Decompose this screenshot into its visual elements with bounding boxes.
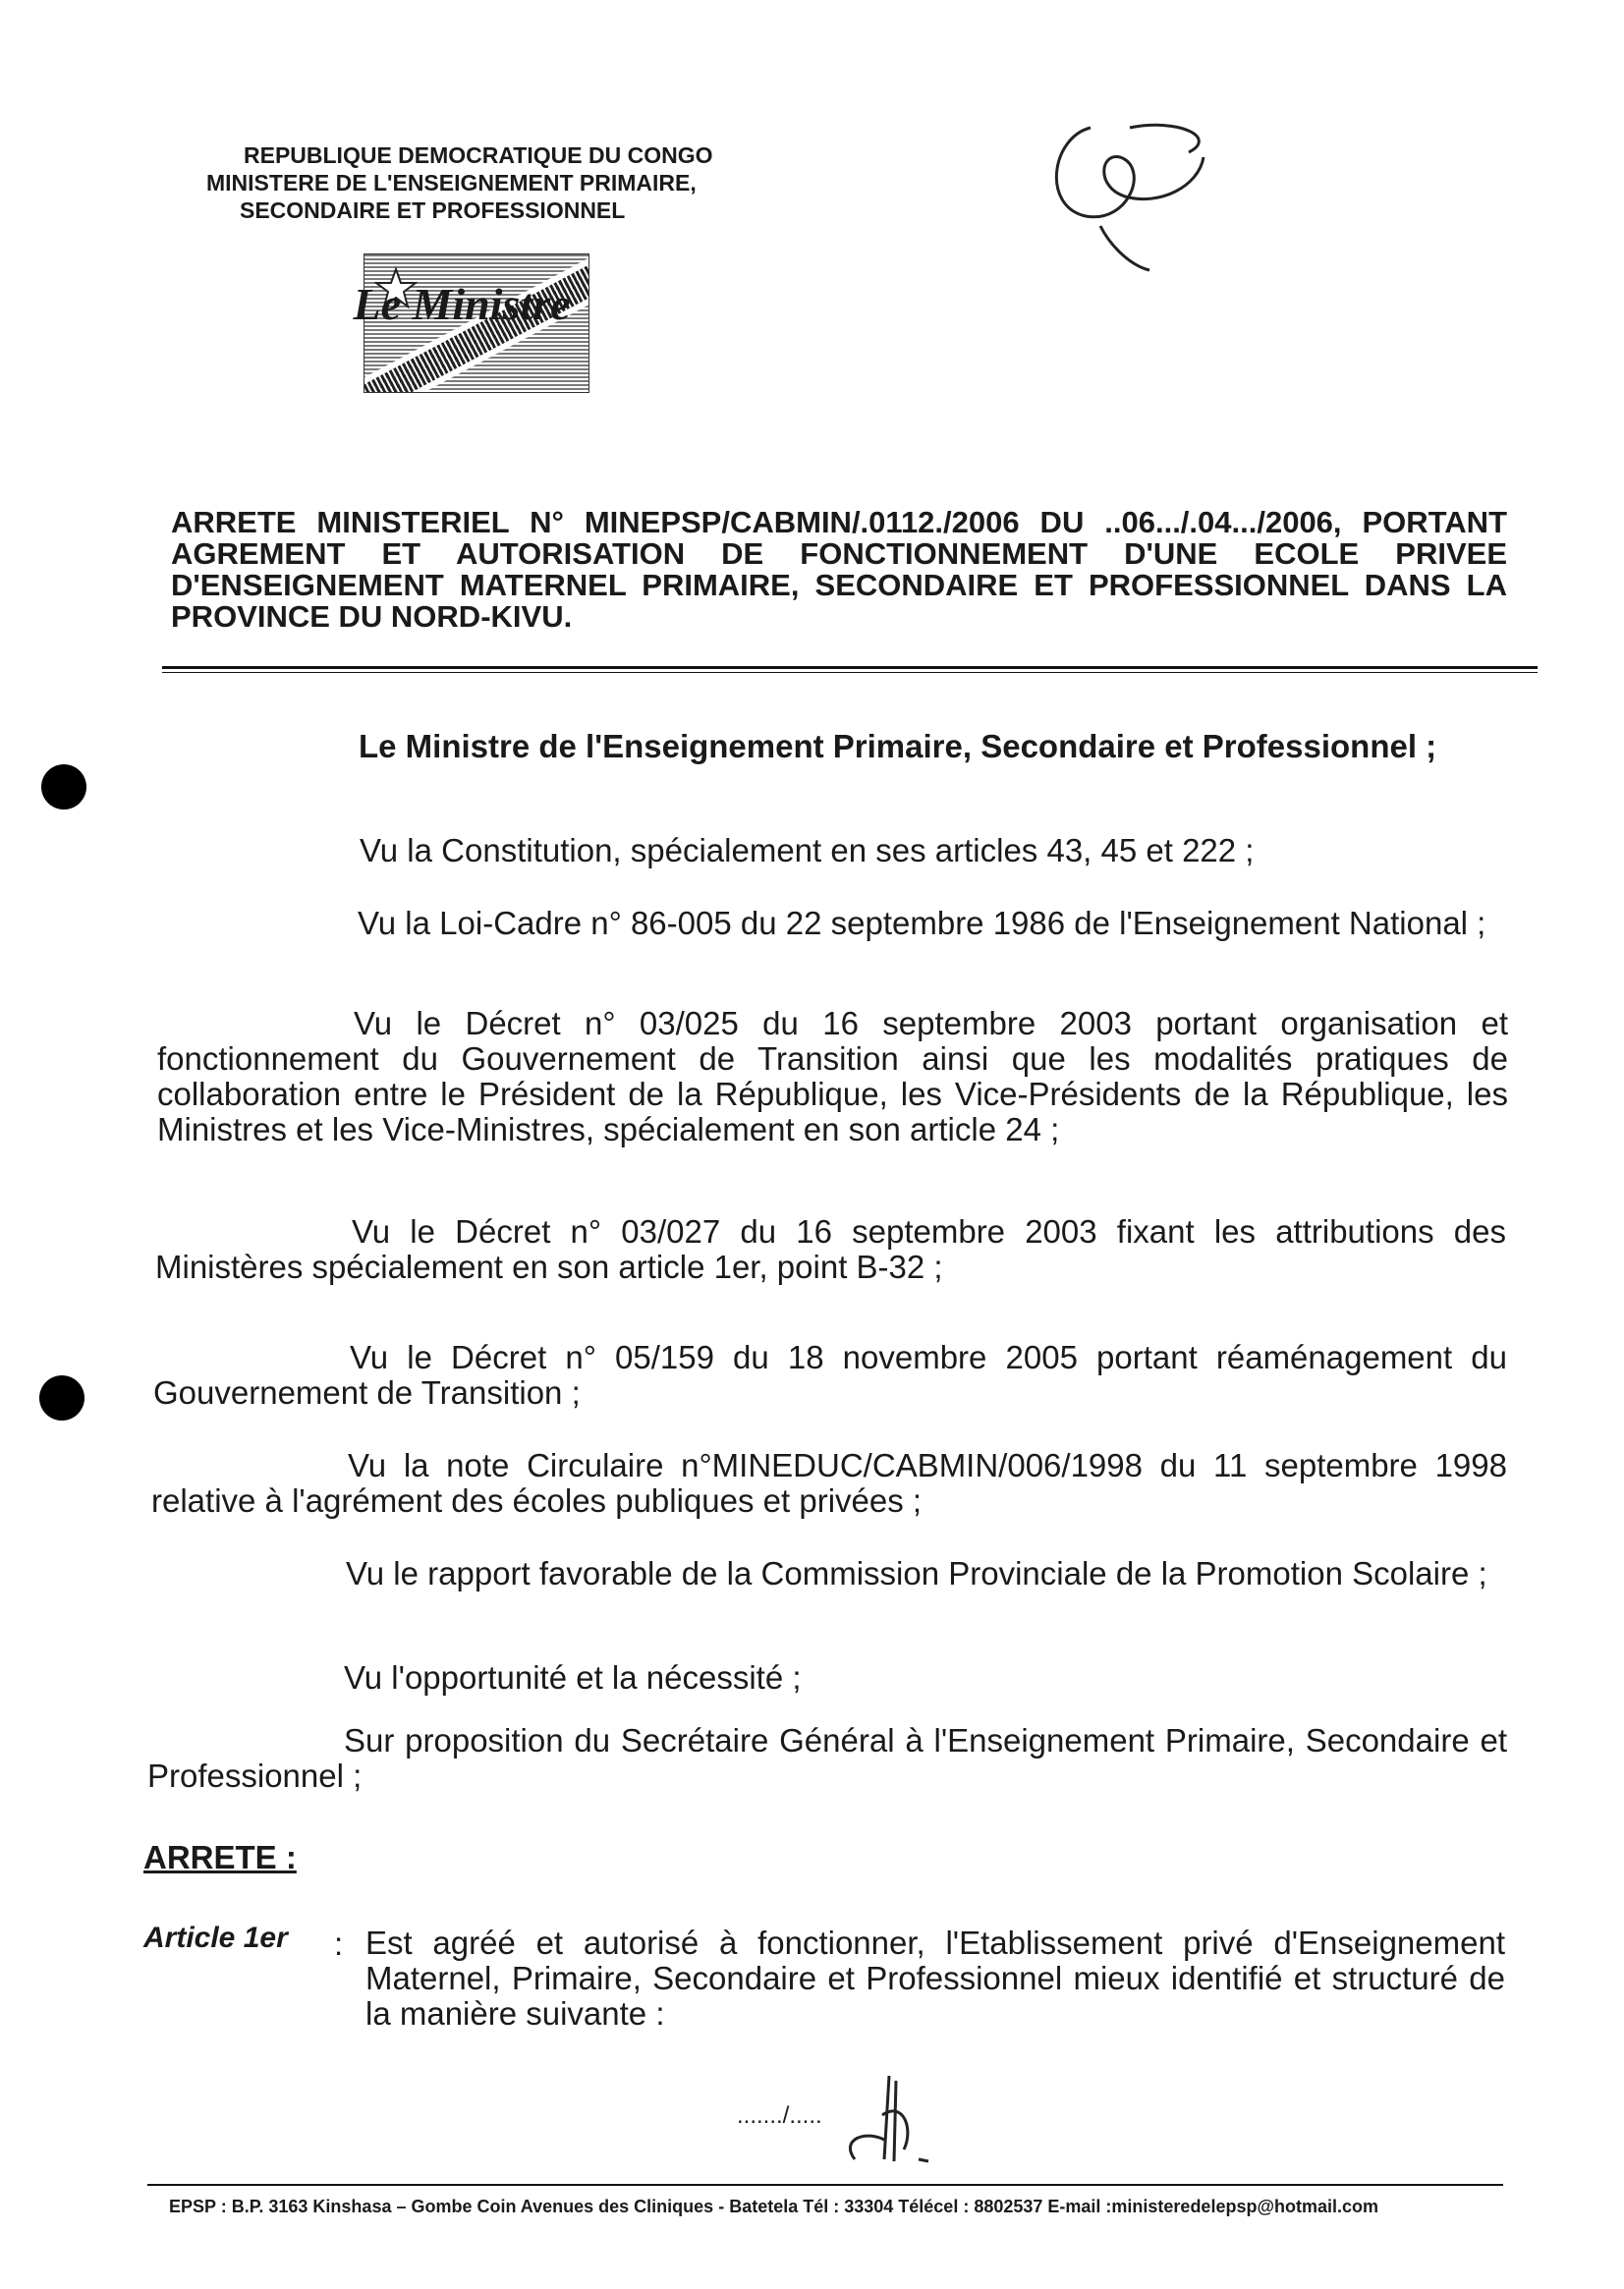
continuation-marker: ......./..... — [737, 2102, 822, 2129]
heading-divider-thin — [162, 672, 1538, 673]
header-line-3: SECONDAIRE ET PROFESSIONNEL — [240, 197, 626, 223]
vu-opportunite: Vu l'opportunité et la nécessité ; — [344, 1659, 802, 1696]
decree-heading: ARRETE MINISTERIEL N° MINEPSP/CABMIN/.0112./2006 DU ..06.../.04.../2006, PORTANT AGREMENT ET AUTORISATION DE FONCTIONNEMENT D'UNE ECOLE PRIVEE D'ENSEIGNEMENT MATERNEL PRIMAIRE, SECONDAIRE ET PROFESSIONNEL DANS LA PROVINCE DU NORD-KIVU. — [171, 505, 1507, 634]
article-1-label: Article 1er — [143, 1922, 288, 1954]
handwritten-mark — [1032, 98, 1228, 285]
vu-constitution: Vu la Constitution, spécialement en ses articles 43, 45 et 222 ; — [360, 832, 1255, 868]
intro-paragraph: Le Ministre de l'Enseignement Primaire, Secondaire et Professionnel ; — [359, 728, 1437, 764]
article-1-text: Est agréé et autorisé à fonctionner, l'Etablissement privé d'Enseignement Maternel, Primaire, Secondaire et Professionnel mieux identifié et structuré de la manière suivante : — [365, 1925, 1505, 2032]
heading-divider — [162, 666, 1538, 669]
vu-decret-025: Vu le Décret n° 03/025 du 16 septembre 2003 portant organisation et fonctionnement du Gouvernement de Transition ainsi que les modalités pratiques de collaboration entre le Président de la République, les Vice-Présidents de la République, les Ministres et les Vice-Ministres, spécialement en son article 24 ; — [157, 1005, 1508, 1147]
punch-hole-bottom — [39, 1375, 84, 1421]
vu-decret-027: Vu le Décret n° 03/027 du 16 septembre 2003 fixant les attributions des Ministères spécialement en son article 1er, point B-32 ; — [155, 1213, 1506, 1285]
sur-proposition: Sur proposition du Secrétaire Général à l'Enseignement Primaire, Secondaire et Professionnel ; — [147, 1722, 1507, 1794]
footer-divider — [147, 2184, 1503, 2186]
footer-address: EPSP : B.P. 3163 Kinshasa – Gombe Coin Avenues des Cliniques - Batetela Tél : 33304 Télécel : 8802537 E-mail :ministeredelepsp@hotmail.com — [169, 2197, 1379, 2216]
vu-loi-cadre: Vu la Loi-Cadre n° 86-005 du 22 septembre 1986 de l'Enseignement National ; — [358, 905, 1486, 941]
vu-rapport: Vu le rapport favorable de la Commission Provinciale de la Promotion Scolaire ; — [346, 1555, 1487, 1591]
arrete-label: ARRETE : — [143, 1839, 297, 1875]
article-1-separator: : — [334, 1926, 344, 1962]
vu-note-circulaire: Vu la note Circulaire n°MINEDUC/CABMIN/006/1998 du 11 septembre 1998 relative à l'agrément des écoles publiques et privées ; — [151, 1447, 1507, 1519]
header-line-1: REPUBLIQUE DEMOCRATIQUE DU CONGO — [244, 142, 713, 168]
minister-title: Le Ministre — [353, 279, 571, 329]
vu-decret-159: Vu le Décret n° 05/159 du 18 novembre 2005 portant réaménagement du Gouvernement de Transition ; — [153, 1339, 1507, 1411]
header-line-2: MINISTERE DE L'ENSEIGNEMENT PRIMAIRE, — [206, 170, 697, 195]
punch-hole-top — [41, 764, 86, 810]
signature-initials — [835, 2071, 973, 2169]
